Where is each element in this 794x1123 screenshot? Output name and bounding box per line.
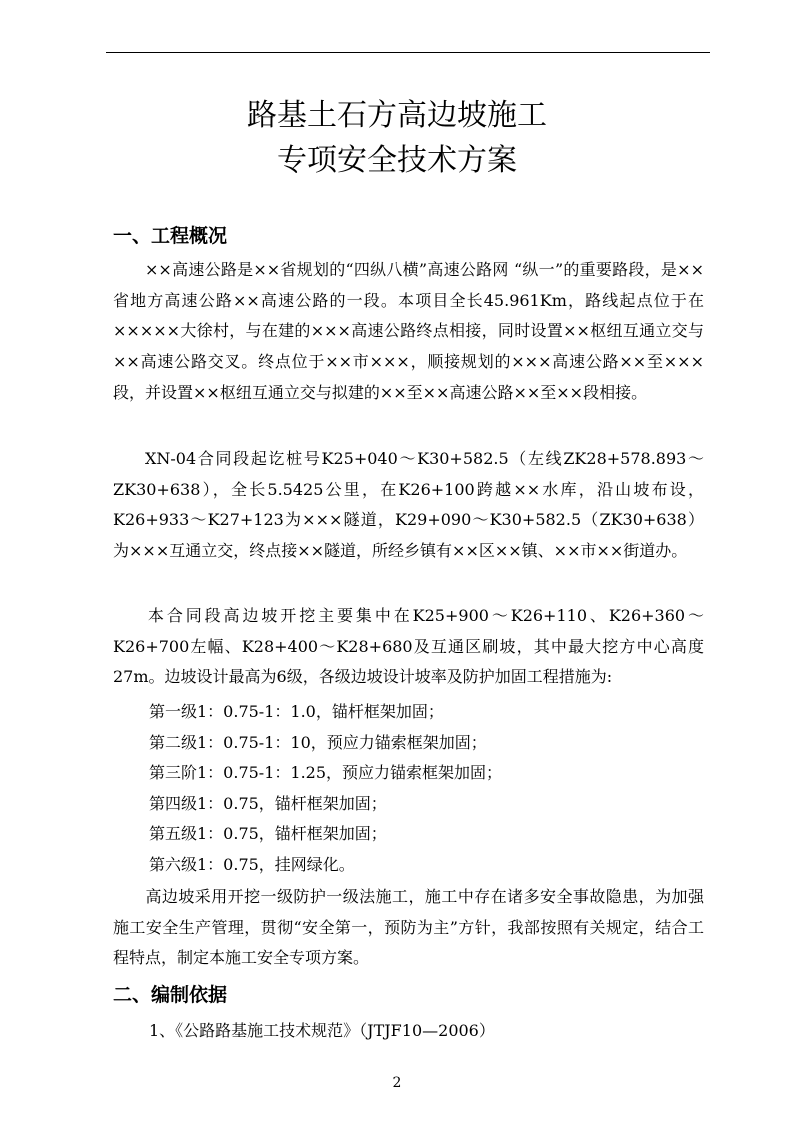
slope-level-list [149, 697, 502, 880]
section1-heading: 一、工程概况 [113, 225, 228, 247]
overview-paragraph-4-text: 高边坡采用开挖一级防护一级法施工，施工中存在诸多安全事故隐患，为加强施工安全生产管理，贯彻“安全第一，预防为主”方针，我部按照有关规定，结合工程特点，制定本施工安全专项方案。 [113, 887, 704, 968]
slope-level-item: 第二级1：0.75-1：10，预应力锚索框架加固； [149, 732, 487, 752]
slope-level-item: 第一级1：0.75-1：1.0，锚杆框架加固； [149, 702, 444, 721]
page-number: 2 [392, 1075, 402, 1091]
overview-paragraph-2 [113, 444, 704, 567]
overview-paragraph-4 [113, 882, 704, 974]
overview-paragraph-1-text: ××高速公路是××省规划的“四纵八横”高速公路网 “纵一”的重要路段，是××省地方高速公路××高速公路的一段。本项目全长45.961Km，路线起点位于在×××××大徐村，与在建的×××高速公路终点相接，同时设置××枢纽互通立交与××高速公路交叉。终点位于××市×××，顺接规划的×××高速公路××至×××段，并设置××枢纽互通立交与拟建的××至××高速公路××至××段相接。 [113, 260, 704, 402]
overview-paragraph-1 [113, 255, 704, 409]
overview-paragraph-2-text: XN-04合同段起讫桩号K25+040～K30+582.5（左线ZK28+578.893～ZK30+638），全长5.5425公里，在K26+100跨越××水库，沿山坡布设，K26+933～K27+123为×××隧道，K29+090～K30+582.5（ZK30+638）为×××互通立交，终点接××隧道，所经乡镇有××区××镇、××市××街道办。 [113, 449, 704, 561]
section2-heading: 二、编制依据 [113, 984, 228, 1006]
slope-level-item: 第六级1：0.75，挂网绿化。 [149, 854, 355, 874]
document-title-line1: 路基土石方高边坡施工 [247, 98, 547, 133]
slope-level-item: 第四级1：0.75，锚杆框架加固； [149, 793, 387, 813]
basis-item: 1、《公路路基施工技术规范》（JTJF10—2006） [149, 1021, 495, 1040]
header-rule [106, 52, 710, 53]
overview-paragraph-3-text: 本合同段高边坡开挖主要集中在K25+900～K26+110、K26+360～K26+700左幅、K28+400～K28+680及互通区刷坡，其中最大挖方中心高度27m。边坡设计最高为6级，各级边坡设计坡率及防护加固工程措施为: [113, 606, 704, 687]
slope-level-item: 第三阶1：0.75-1：1.25，预应力锚索框架加固； [149, 763, 503, 782]
overview-paragraph-3 [113, 601, 704, 693]
document-title-line2: 专项安全技术方案 [277, 143, 517, 178]
slope-level-item: 第五级1：0.75，锚杆框架加固； [149, 824, 387, 843]
